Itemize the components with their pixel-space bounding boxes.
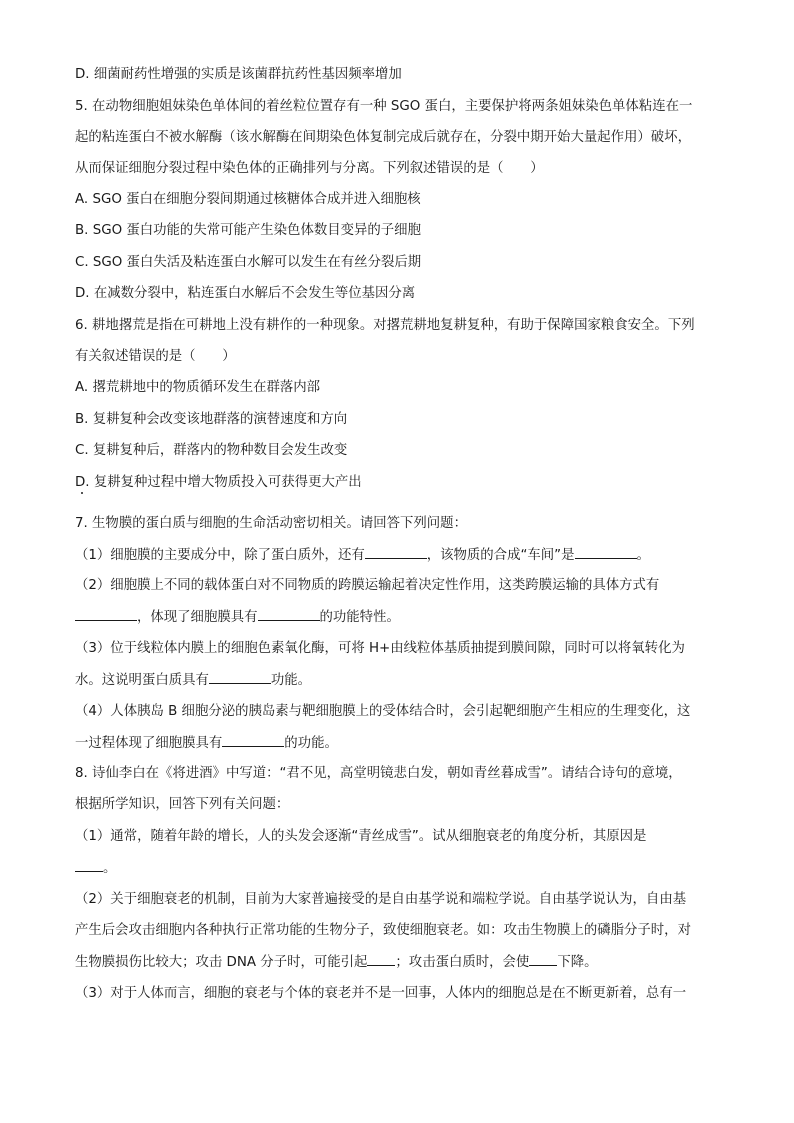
answer-blank[interactable] [367, 953, 395, 966]
q5-option-b: B. SGO 蛋白功能的失常可能产生染色体数目变异的子细胞 [75, 223, 421, 238]
q7-part-1: （1）细胞膜的主要成分中，除了蛋白质外，还有 ，该物质的合成“车间”是 。 [75, 548, 650, 563]
q6-stem-line-2: 有关叙述错误的是（ ） [75, 349, 236, 364]
q8-stem-line-1: 8. 诗仙李白在《将进酒》中写道：“君不见，高堂明镜悲白发，朝如青丝暮成雪”。请结合诗句的意境， [75, 766, 682, 781]
q6-option-a: A. 撂荒耕地中的物质循环发生在群落内部 [75, 380, 321, 395]
stray-dot [81, 492, 83, 494]
answer-blank[interactable] [575, 546, 637, 559]
q7-part-2-line-1: （2）细胞膜上不同的载体蛋白对不同物质的跨膜运输起着决定性作用，这类跨膜运输的具体方式有 [75, 578, 660, 593]
q8-part-2-line-1: （2）关于细胞衰老的机制，目前为大家普遍接受的是自由基学说和端粒学说。自由基学说认为，自由基 [75, 892, 687, 907]
answer-blank[interactable] [365, 546, 427, 559]
q6-option-b: B. 复耕复种会改变该地群落的演替速度和方向 [75, 412, 348, 427]
q8-part-2-line-2: 产生后会攻击细胞内各种执行正常功能的生物分子，致使细胞衰老。如：攻击生物膜上的磷脂分子时，对 [75, 923, 691, 938]
q6-stem-line-1: 6. 耕地撂荒是指在可耕地上没有耕作的一种现象。对撂荒耕地复耕复种，有助于保障国家粮食安全。下列 [75, 318, 695, 333]
answer-blank[interactable] [209, 671, 271, 684]
q8-part-3-line-1: （3）对于人体而言，细胞的衰老与个体的衰老并不是一回事，人体内的细胞总是在不断更新着，总有一 [75, 986, 687, 1001]
q7-part-4-line-1: （4）人体胰岛 B 细胞分泌的胰岛素与靶细胞膜上的受体结合时，会引起靶细胞产生相应的生理变化，这 [75, 704, 691, 719]
answer-blank[interactable] [75, 859, 103, 872]
q5-option-d: D. 在减数分裂中，粘连蛋白水解后不会发生等位基因分离 [75, 286, 416, 301]
q8-part-2-line-3: 生物膜损伤比较大；攻击 DNA 分子时，可能引起 ；攻击蛋白质时，会使 下降。 [75, 955, 598, 970]
q7-stem: 7. 生物膜的蛋白质与细胞的生命活动密切相关。请回答下列问题： [75, 516, 467, 531]
q5-stem-line-1: 5. 在动物细胞姐妹染色单体间的着丝粒位置存有一种 SGO 蛋白，主要保护将两条姐妹染色单体粘连在一 [75, 99, 693, 114]
q6-option-c: C. 复耕复种后，群落内的物种数目会发生改变 [75, 443, 348, 458]
q5-option-a: A. SGO 蛋白在细胞分裂间期通过核糖体合成并进入细胞核 [75, 192, 421, 207]
answer-blank[interactable] [222, 734, 284, 747]
q7-part-3-line-2: 水。这说明蛋白质具有 功能。 [75, 673, 312, 688]
q5-option-c: C. SGO 蛋白失活及粘连蛋白水解可以发生在有丝分裂后期 [75, 255, 422, 270]
q7-part-4-line-2: 一过程体现了细胞膜具有 的功能。 [75, 736, 338, 751]
answer-blank[interactable] [75, 608, 137, 621]
q4-option-d: D. 细菌耐药性增强的实质是该菌群抗药性基因频率增加 [75, 67, 402, 82]
q7-part-3-line-1: （3）位于线粒体内膜上的细胞色素氧化酶，可将 H+由线粒体基质抽提到膜间隙，同时可以将氧转化为 [75, 641, 685, 656]
q5-stem-line-3: 从而保证细胞分裂过程中染色体的正确排列与分离。下列叙述错误的是（ ） [75, 161, 544, 176]
q5-stem-line-2: 起的粘连蛋白不被水解酶（该水解酶在间期染色体复制完成后就存在，分裂中期开始大量起作用）破坏， [75, 130, 691, 145]
q8-part-1-line-2: 。 [75, 859, 116, 878]
q6-option-d: D. 复耕复种过程中增大物质投入可获得更大产出 [75, 475, 362, 490]
q8-part-1-line-1: （1）通常，随着年龄的增长，人的头发会逐渐“青丝成雪”。试从细胞衰老的角度分析，其原因是 [75, 829, 647, 844]
q8-stem-line-2: 根据所学知识，回答下列有关问题： [75, 797, 290, 812]
answer-blank[interactable] [529, 953, 557, 966]
answer-blank[interactable] [258, 608, 320, 621]
q7-part-2-line-2: ，体现了细胞膜具有 的功能特性。 [75, 608, 400, 627]
